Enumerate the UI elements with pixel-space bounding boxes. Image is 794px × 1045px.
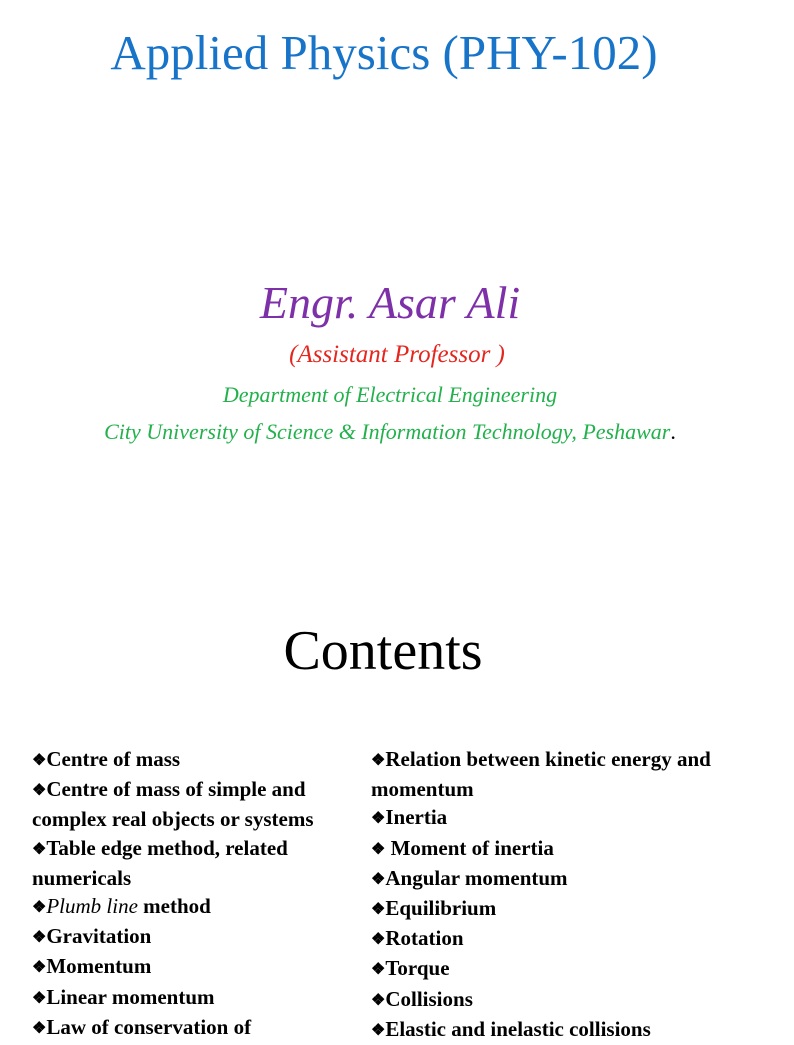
list-item: ❖Collisions [371,985,751,1015]
diamond-bullet-icon: ❖ [32,989,47,1007]
diamond-bullet-icon: ❖ [371,1021,386,1039]
list-item: ❖Angular momentum [371,864,751,894]
diamond-bullet-icon: ❖ [371,840,386,858]
list-item: ❖Torque [371,954,751,984]
author-name: Engr. Asar Ali [259,277,521,328]
diamond-bullet-icon: ❖ [32,782,47,800]
diamond-bullet-icon: ❖ [371,961,386,979]
diamond-bullet-icon: ❖ [32,840,47,858]
list-item: ❖Centre of mass [32,745,362,775]
contents-list-left [32,745,362,1043]
list-item: ❖ Moment of inertia [371,834,751,864]
university-period: . [670,419,676,444]
list-item: ❖Rotation [371,924,751,954]
list-item: ❖Plumb line method [32,892,362,922]
list-item: ❖Relation between kinetic energy and momentum [371,747,711,802]
plumb-line-term: Plumb line [46,894,138,919]
list-item: ❖Elastic and inelastic collisions [371,1015,751,1045]
list-item: ❖Gravitation [32,922,362,952]
diamond-bullet-icon: ❖ [32,959,47,977]
diamond-bullet-icon: ❖ [371,931,386,949]
list-item: ❖Table edge method, related numericals [32,835,288,890]
title-slide [0,0,768,520]
diamond-bullet-icon: ❖ [32,929,47,947]
list-item: ❖Centre of mass of simple and complex real objects or systems [32,777,314,832]
contents-list-right [371,745,751,1045]
department: Department of Electrical Engineering [222,382,558,407]
list-item: ❖Law of conservation of [32,1013,362,1043]
diamond-bullet-icon: ❖ [371,991,386,1009]
page-title: Applied Physics (PHY-102) [110,25,658,80]
diamond-bullet-icon: ❖ [371,752,386,769]
diamond-bullet-icon: ❖ [371,810,386,828]
diamond-bullet-icon: ❖ [32,899,47,917]
diamond-bullet-icon: ❖ [32,1019,47,1037]
university: City University of Science & Information Technology, Peshawar [104,419,671,444]
diamond-bullet-icon: ❖ [371,870,386,888]
university-line [0,417,780,447]
list-item: ❖Linear momentum [32,983,362,1013]
list-item: ❖Inertia [371,803,751,833]
author-role: (Assistant Professor ) [289,341,505,368]
diamond-bullet-icon: ❖ [371,901,386,919]
list-item: ❖Momentum [32,952,362,982]
diamond-bullet-icon: ❖ [32,752,47,769]
list-item: ❖Equilibrium [371,894,751,924]
contents-heading: Contents [283,620,483,682]
